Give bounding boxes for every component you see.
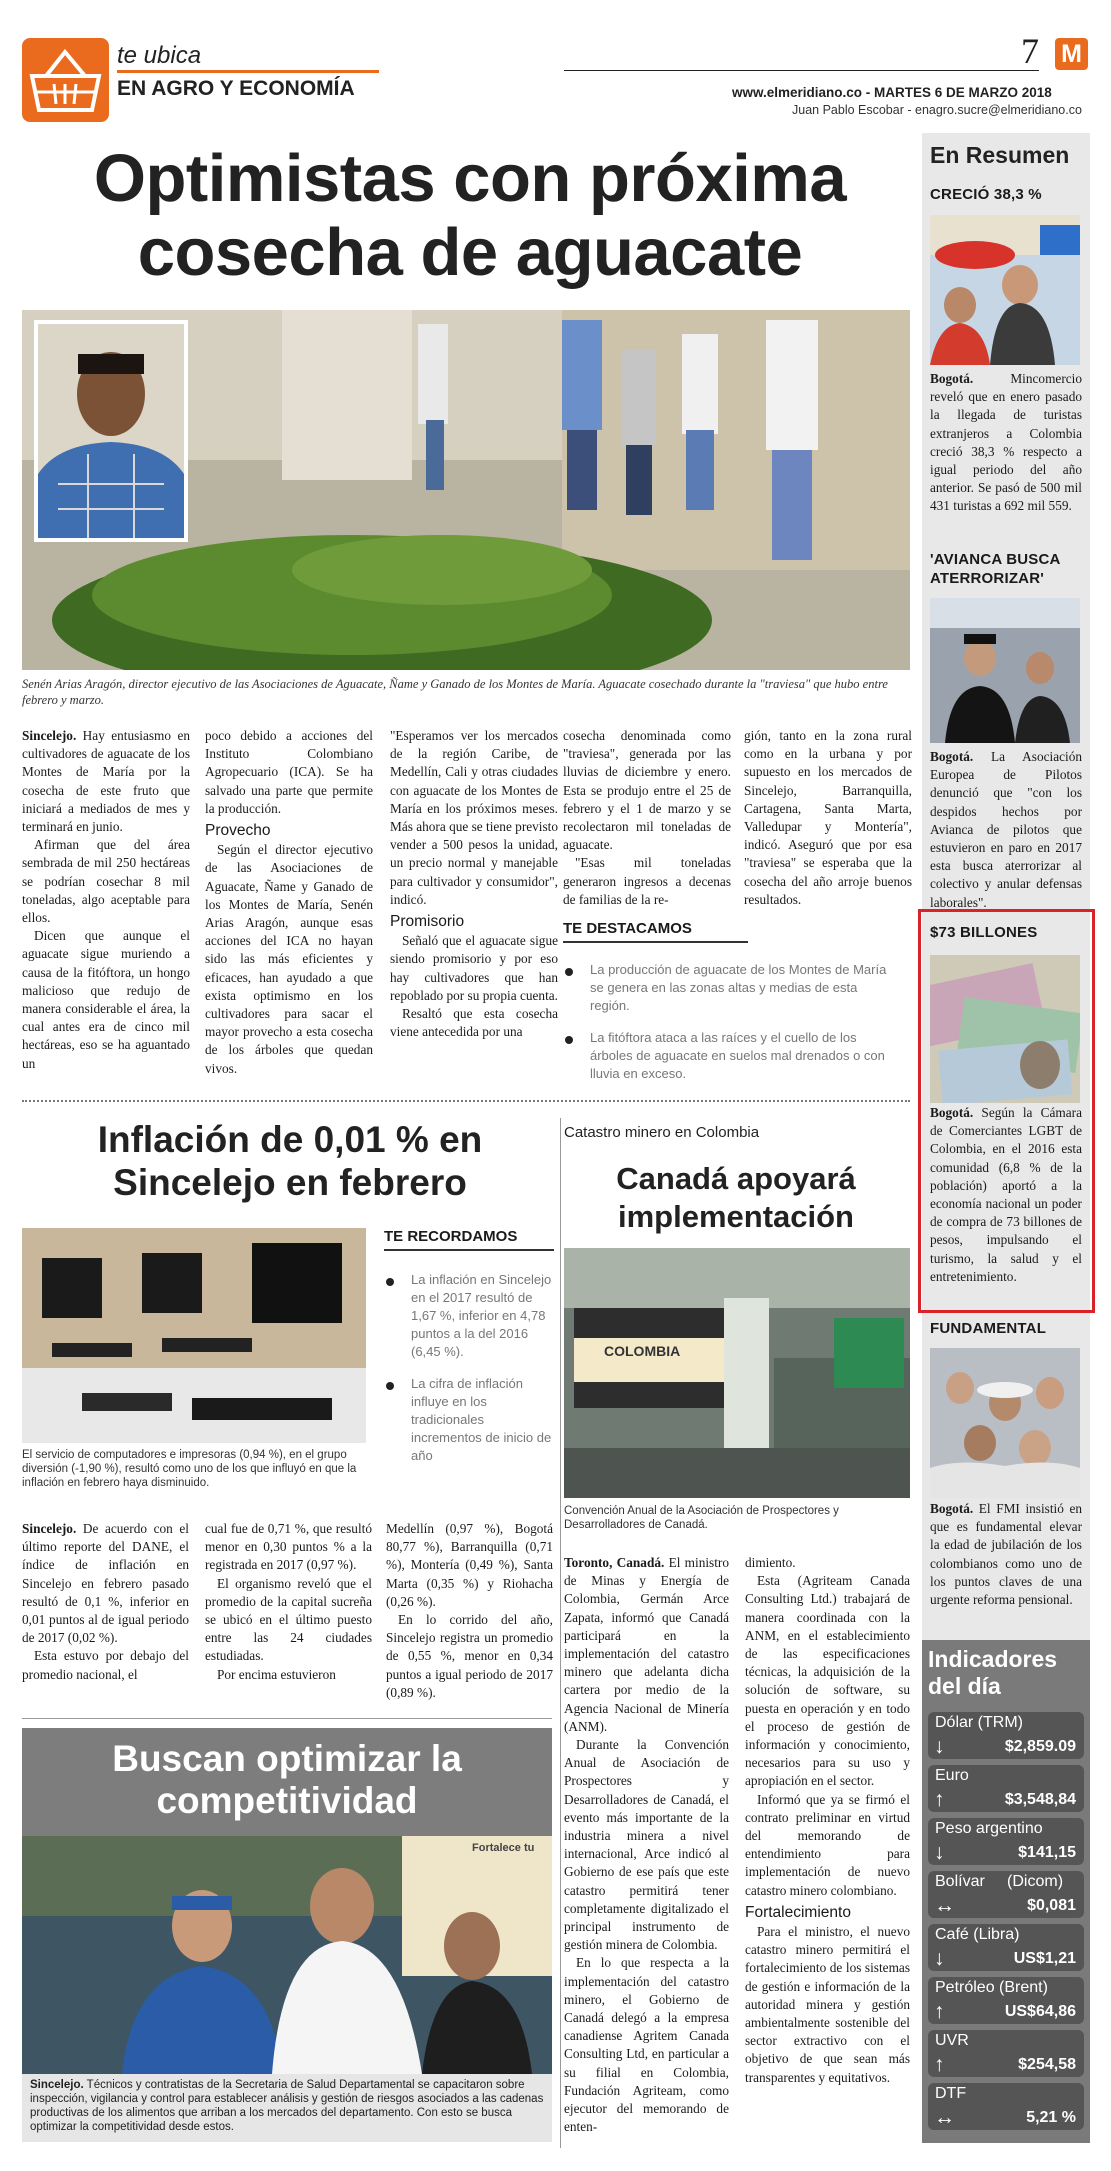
- main-column-4: [563, 727, 731, 909]
- section-divider: [22, 1100, 910, 1102]
- box-title: TE RECORDAMOS: [384, 1228, 554, 1251]
- dateline: Bogotá.: [930, 1501, 974, 1516]
- canada-headline: Canadá apoyará implementación: [616, 1161, 856, 1234]
- te-recordamos-box: [384, 1228, 554, 1479]
- competitividad-headline: Buscan optimizar la competitividad: [112, 1738, 462, 1821]
- indicator-row: [928, 2030, 1084, 2077]
- item-body: El FMI insistió en que es fundamental elevar la edad de jubilación de los colombianos como uno de los puntos claves de una urgente reforma pensional.: [930, 1501, 1082, 1608]
- header-rule: [117, 70, 379, 73]
- dateline: Bogotá.: [930, 371, 974, 386]
- sidebar-item-text: [930, 1500, 1082, 1609]
- indicator-value: $3,548,84: [1004, 1791, 1076, 1808]
- indicator-arrow-icon: ↔: [934, 1894, 955, 1917]
- indicator-name: Euro: [935, 1767, 969, 1784]
- main-column-5: [744, 727, 912, 909]
- paragraph: dimiento.: [745, 1555, 796, 1570]
- indicator-name: Café (Libra): [935, 1926, 1020, 1943]
- list-item: La fitóftora ataca a las raíces y el cuello de los árboles de aguacate en suelos mal drenados o con lluvia en exceso.: [563, 1029, 890, 1083]
- indicator-name: Bolívar (Dicom): [935, 1873, 1064, 1890]
- indicator-row: [928, 1977, 1084, 2024]
- inflacion-photo-caption: El servicio de computadores e impresoras (0,94 %), en el grupo diversión (-1,90 %), resultó como uno de los que influyó en que la inflación en febrero haya disminuido.: [22, 1449, 357, 1489]
- indicator-row: [928, 1924, 1084, 1971]
- paragraph: Esta (Agriteam Canada Consulting Ltd.) trabajará de manera coordinada con la ANM, en el establecimiento de las especificaciones técnicas, la adquisición de la solución de software, su puesta en operación y en todo el proceso de gestión de información y conocimiento, necesarios para su uso y apropiación en el sector.: [745, 1573, 910, 1789]
- sidebar-item-text: [930, 370, 1082, 516]
- te-destacamos-box: [563, 920, 910, 1097]
- sidebar-item-heading: $73 BILLONES: [930, 924, 1038, 941]
- sidebar-title: En Resumen: [930, 142, 1070, 168]
- paragraph: Informó que ya se firmó el contrato preliminar en virtud del memorando de entendimiento para implementación de nuevo catastro minero colombiano.: [745, 1791, 910, 1898]
- sidebar-item-text: [930, 748, 1082, 912]
- paragraph: cosecha denominada como "traviesa", generada por las lluvias de diciembre y enero. Esta se produjo entre el 25 de febrero y el 1 de marzo y se recolectaron mil toneladas de aguacate.: [563, 728, 731, 853]
- paragraph: Afirman que del área sembrada de mil 250 hectáreas se podrían cosechar 8 mil toneladas, algo aceptable para ellos.: [22, 837, 190, 926]
- competitividad-headline-box: [22, 1728, 552, 1836]
- inflacion-photo: [22, 1228, 366, 1443]
- inflacion-divider: [22, 1718, 552, 1719]
- item-body: Según la Cámara de Comerciantes LGBT de Colombia, en el 2016 esta comunidad (6,8 % de la población) aportó a la economía nacional un poder de compra de 73 billones de pesos, impulsando el turismo, la salud y el entretenimiento.: [930, 1105, 1082, 1284]
- indicator-value: 5,21 %: [1026, 2109, 1076, 2126]
- subheading: Promisorio: [390, 913, 465, 931]
- indicator-name: Dólar (TRM): [935, 1714, 1023, 1731]
- dateline: Bogotá.: [930, 1105, 974, 1120]
- main-headline: Optimistas con próxima cosecha de aguacate: [93, 141, 847, 290]
- main-photo-caption: Senén Arias Aragón, director ejecutivo de las Asociaciones de Aguacate, Ñame y Ganado de los Montes de María. Aguacate cosechado durante la "traviesa" que hubo entre febrero y marzo.: [22, 677, 888, 707]
- indicator-name: Petróleo (Brent): [935, 1979, 1048, 1996]
- indicator-row: [928, 1871, 1084, 1918]
- header-section: EN AGRO Y ECONOMÍA: [117, 77, 355, 100]
- indicators-list: [928, 1712, 1084, 2136]
- indicator-row: [928, 1765, 1084, 1812]
- paragraph: Hay entusiasmo en cultivadores de aguacate de los Montes de María por la cosecha de este fruto que iniciará a mediados de mes y terminará en junio.: [22, 728, 190, 835]
- list-item: La cifra de inflación influye en los tradicionales incrementos de inicio de año: [384, 1375, 554, 1465]
- indicator-name: UVR: [935, 2032, 969, 2049]
- portrait-photo: [34, 320, 188, 542]
- paragraph: poco debido a acciones del Instituto Colombiano Agropecuario (ICA). Se ha salvado una parte que permite la producción.: [205, 728, 373, 816]
- indicator-value: $141,15: [1018, 1844, 1076, 1861]
- paragraph: Por encima estuvieron: [217, 1666, 336, 1682]
- site-date: www.elmeridiano.co - MARTES 6 DE MARZO 2018: [732, 85, 1052, 100]
- paragraph: gión, tanto en la zona rural como en la urbana y por supuesto en los mercados de Sincelejo, Barranquilla, Cartagena, Santa Marta, Valledupar y Montería", indicó. Aseguró que por esa "traviesa" se esperaba que la cosecha del año arroje buenos resultados.: [744, 728, 912, 907]
- dateline: Sincelejo.: [30, 2079, 84, 2091]
- logo-letter: M: [1061, 40, 1082, 68]
- list-item: La producción de aguacate de los Montes de María se genera en las zonas altas y medias de esta región.: [563, 961, 890, 1015]
- sidebar-photo-money: [930, 955, 1080, 1103]
- sidebar-item-heading: FUNDAMENTAL: [930, 1320, 1047, 1337]
- indicator-arrow-icon: ↔: [934, 2106, 955, 2129]
- indicator-arrow-icon: ↑: [934, 2053, 945, 2076]
- indicator-value: $0,081: [1027, 1897, 1076, 1914]
- sidebar-photo-pilots: [930, 598, 1080, 743]
- paragraph: Señaló que el aguacate sigue siendo promisorio y por eso hay cultivadores que han repoblado por su propia cuenta.: [390, 933, 559, 1003]
- paragraph: Durante la Convención Anual de Asociación de Prospectores y Desarrolladores de Canadá, el evento más importante de la industria minera a nivel internacional, Arce indicó al Gobierno de ese país que este catastro permitirá tener completamente digitalizado el principal instrumento de gestión minera de Colombia.: [564, 1737, 729, 1953]
- indicators-title: Indicadores del día: [928, 1646, 1058, 1699]
- sidebar-item-heading: 'AVIANCA BUSCA ATERRORIZAR': [930, 551, 1060, 587]
- paragraph: "Esperamos ver los mercados de la región Caribe, de Medellín, Cali y otras ciudades con aguacate de los Montes de María en los próximos meses. Más ahora que se tiene previsto vender a 500 pesos la unidad, un precio normal y manejable para cultivador y consumidor", indicó.: [390, 728, 559, 907]
- subheading: Fortalecimiento: [745, 1903, 851, 1921]
- canada-kicker: Catastro minero en Colombia: [564, 1124, 760, 1141]
- inflacion-column-3: [386, 1520, 553, 1702]
- canada-column-2: [745, 1554, 910, 2087]
- indicator-name: DTF: [935, 2085, 967, 2102]
- paragraph: En lo corrido del año, Sincelejo registra un promedio de 0,55 %, menor en 0,34 puntos a igual periodo de 2017 (0,89 %).: [386, 1612, 553, 1700]
- competitividad-caption: [30, 2078, 545, 2134]
- paragraph: cual fue de 0,71 %, que resultó menor en 0,30 puntos % a la registrada en 2017 (0,97 %).: [205, 1521, 372, 1573]
- main-column-3: [390, 727, 558, 1041]
- indicator-arrow-icon: ↓: [934, 1947, 945, 1970]
- indicator-arrow-icon: ↑: [934, 1788, 945, 1811]
- indicator-row: [928, 1818, 1084, 1865]
- item-body: La Asociación Europea de Pilotos denunció que "con los despidos hechos por Avianca de pilotos que estuvieron en paro en 2017 esta busca aterrorizar al colectivo y anular defensas laborales".: [930, 749, 1082, 910]
- dateline: Sincelejo.: [22, 728, 77, 743]
- inflacion-column-1: [22, 1520, 189, 1684]
- indicator-row: [928, 2083, 1084, 2130]
- dateline: Toronto, Canadá.: [564, 1555, 665, 1570]
- canada-photo: [564, 1248, 910, 1498]
- paragraph: Para el ministro, el nuevo catastro minero permitirá el fortalecimiento de los sistemas de gestión e información de la autoridad minera y gestión ambientalmente sostenible del sector extractivo con el objetivo de que sean más transparentes y equitativos.: [745, 1924, 910, 2085]
- sidebar-item-heading: CRECIÓ 38,3 %: [930, 186, 1042, 203]
- paragraph: Medellín (0,97 %), Bogotá 80,77 %), Barranquilla (0,71 %), Montería (0,49 %), Santa Marta (0,35 %) y Riohacha (0,26 %).: [386, 1521, 553, 1609]
- indicator-arrow-icon: ↑: [934, 2000, 945, 2023]
- newspaper-logo: [1055, 38, 1088, 70]
- sidebar-photo-tourists: [930, 215, 1080, 365]
- canada-column-1: [564, 1554, 729, 2137]
- main-column-2: [205, 727, 373, 1078]
- indicator-value: US$64,86: [1004, 2003, 1076, 2020]
- caption-text: Técnicos y contratistas de la Secretaria de Salud Departamental se capacitaron sobre inspección, vigilancia y control para establecer análisis y gestión de riesgos asociados a las cadenas productivas de los alimentos que arriban a los mercados del departamento. Con esto se busca optimizar la competitividad desde estos.: [30, 2079, 544, 2133]
- dateline: Bogotá.: [930, 749, 974, 764]
- canada-stand-text: COLOMBIA: [604, 1343, 681, 1359]
- header-tagline: te ubica: [117, 42, 202, 69]
- main-column-1: [22, 727, 190, 1073]
- inflacion-column-2: [205, 1520, 372, 1684]
- paragraph: De acuerdo con el último reporte del DANE, el índice de inflación en Sincelejo en febrero pasado resultó de 0,1 %, inferior en 0,01 puntos al de igual periodo de 2017 (0,02 %).: [22, 1521, 189, 1646]
- canada-photo-caption: Convención Anual de la Asociación de Prospectores y Desarrolladores de Canadá.: [564, 1505, 839, 1531]
- competitividad-sign-text: Fortalece tu: [472, 1842, 535, 1854]
- sidebar-photo-pensioners: [930, 1348, 1080, 1498]
- indicator-row: [928, 1712, 1084, 1759]
- paragraph: En lo que respecta a la implementación del catastro minero, el Gobierno de Canadá delegó a la empresa canadiense Agritem Canada Consulting Ltd, en particular a su filial en Colombia, Fundación Agriteam, como ejecutor del memorando de enten-: [564, 1955, 729, 2135]
- indicator-value: $254,58: [1018, 2056, 1076, 2073]
- canada-divider: [560, 1118, 561, 2148]
- paragraph: Según el director ejecutivo de las Asociaciones de Aguacate, Ñame y Ganado de los Montes de María, Senén Arias Aragón, aunque esas acciones del ICA no hayan sido las más eficientes y eficaces, han ayudado a que exista optimismo en los cultivadores para sacar el mayor provecho a esta cosecha de los árboles que quedan vivos.: [205, 842, 373, 1076]
- header-top-rule: [564, 70, 1039, 71]
- indicator-value: US$1,21: [1013, 1950, 1076, 1967]
- page-number: 7: [1021, 31, 1039, 71]
- paragraph: Dicen que aunque el aguacate sigue muriendo a causa de la fitóftora, un hongo malicioso que redujo de manera considerable el área, la cual antes era de cinco mil hectáreas, eso se ha aguantado un: [22, 928, 190, 1071]
- box-title: TE DESTACAMOS: [563, 920, 748, 943]
- paragraph: El organismo reveló que el promedio de la capital sucreña se ubicó en el último puesto entre las 24 ciudades estudiadas.: [205, 1575, 372, 1664]
- subheading: Provecho: [205, 822, 271, 840]
- indicator-value: $2,859.09: [1004, 1738, 1076, 1755]
- paragraph: Resaltó que esta cosecha viene antecedida por una: [390, 1006, 558, 1040]
- competitividad-photo: [22, 1836, 552, 2074]
- dateline: Sincelejo.: [22, 1521, 77, 1536]
- paragraph: El ministro de Minas y Energía de Colombia, Germán Arce Zapata, informó que Canadá participará en la implementación del catastro minero que adelanta dicha cartera por medio de la Agencia Nacional de Minería (ANM).: [564, 1555, 729, 1734]
- byline: Juan Pablo Escobar - enagro.sucre@elmeridiano.co: [792, 103, 1082, 117]
- item-body: Mincomercio reveló que en enero pasado la llegada de turistas extranjeros a Colombia creció 38,3 % respecto a igual periodo del año anterior. Se pasó de 500 mil 431 turistas a 692 mil 559.: [930, 371, 1082, 514]
- indicator-arrow-icon: ↓: [934, 1735, 945, 1758]
- paragraph: Esta estuvo por debajo del promedio nacional, el: [22, 1648, 189, 1682]
- indicator-name: Peso argentino: [935, 1820, 1043, 1837]
- sidebar-item-text: [930, 1104, 1082, 1286]
- section-logo-icon: [22, 38, 109, 122]
- indicator-arrow-icon: ↓: [934, 1841, 945, 1864]
- list-item: La inflación en Sincelejo en el 2017 resultó de 1,67 %, inferior en 4,78 puntos a la del 2016 (6,45 %).: [384, 1271, 554, 1361]
- paragraph: "Esas mil toneladas generaron ingresos a decenas de familias de la re-: [563, 855, 731, 907]
- inflacion-headline: Inflación de 0,01 % en Sincelejo en febrero: [97, 1119, 483, 1203]
